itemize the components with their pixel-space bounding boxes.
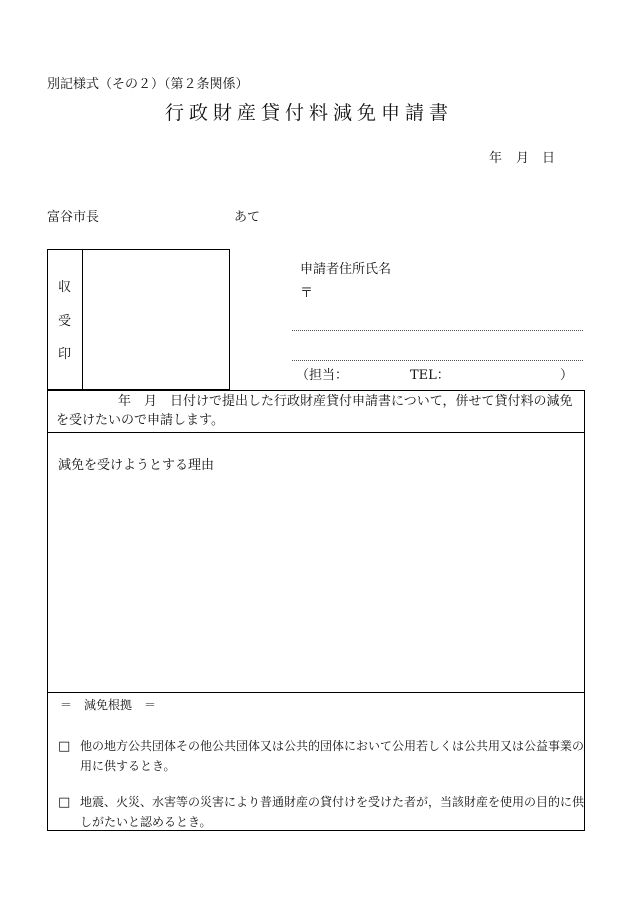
addressee-suffix: あて — [234, 210, 261, 225]
basis-item-1-line-1: 他の地方公共団体その他公共団体又は公共的団体において公用若しくは公共用又は公益事業の — [80, 739, 585, 753]
statement-divider — [47, 432, 585, 433]
basis-item-1-line-2: 用に供するとき。 — [80, 759, 176, 773]
stamp-divider — [82, 249, 83, 390]
applicant-label: 申請者住所氏名 — [300, 262, 392, 277]
basis-item-2-line-2: しがたいと認めるとき。 — [80, 815, 212, 829]
stamp-char-1: 収 — [58, 280, 72, 295]
reason-label: 減免を受けようとする理由 — [58, 458, 215, 473]
page-title: 行政財産貸付料減免申請書 — [165, 102, 454, 124]
date-month-label: 月 — [516, 151, 530, 166]
basis-item-2-line-1: 地震、火災、水害等の災害により普通財産の貸付けを受けた者が，当該財産を使用の目的に供 — [80, 795, 585, 809]
stamp-char-2: 受 — [58, 314, 72, 329]
reason-divider — [47, 692, 585, 693]
basis-item-1 — [58, 738, 584, 774]
contact-close: ） — [560, 368, 574, 383]
basis-item-2 — [58, 794, 584, 830]
address-line-2[interactable] — [292, 360, 583, 361]
addressee-name: 富谷市長 — [47, 210, 100, 225]
statement-line-2: を受けたいので申請します。 — [56, 413, 224, 428]
stamp-char-3: 印 — [58, 347, 72, 362]
postal-mark: 〒 — [300, 286, 314, 301]
basis-heading: ＝ 減免根拠 ＝ — [60, 698, 157, 712]
date-year-label: 年 — [489, 151, 503, 166]
receipt-stamp-box — [47, 249, 230, 390]
form-label: 別記様式（その２）（第２条関係） — [47, 77, 249, 92]
basis-checkbox-1[interactable]: □ — [58, 739, 71, 754]
statement-line-1: 年 月 日付けで提出した行政財産貸付申請書について，併せて貸付料の減免 — [118, 394, 573, 409]
address-line-1[interactable] — [292, 330, 583, 331]
date-day-label: 日 — [542, 151, 556, 166]
tel-label: TEL： — [410, 368, 450, 383]
basis-checkbox-2[interactable]: □ — [58, 795, 71, 810]
contact-open: （担当： — [296, 368, 349, 383]
reason-input-area[interactable] — [56, 480, 576, 685]
